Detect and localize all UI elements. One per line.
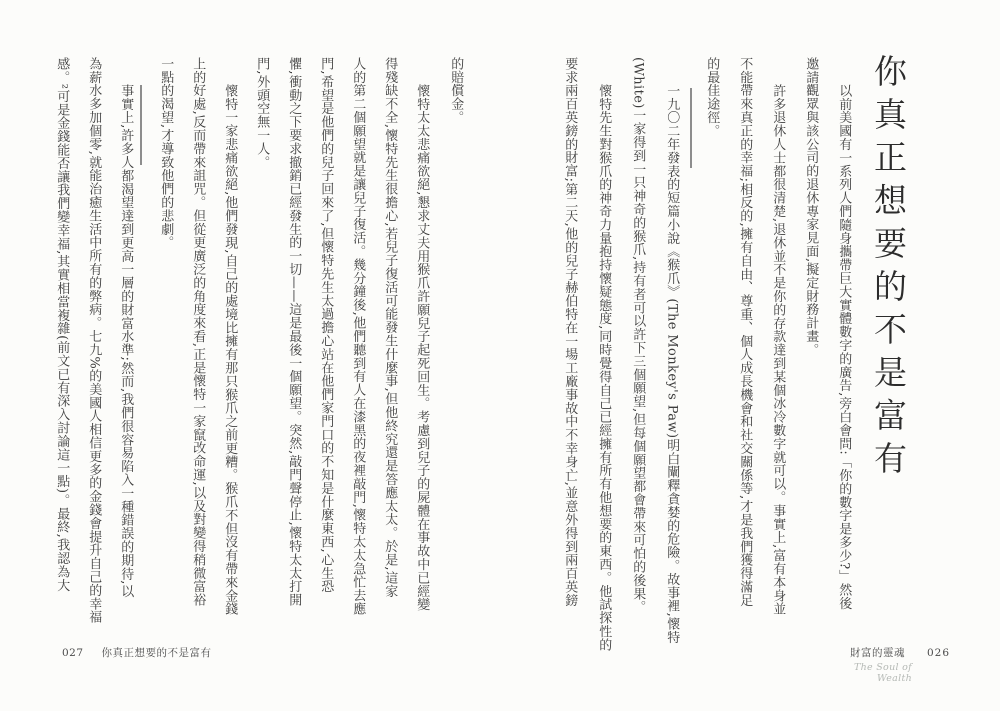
body-column: 人的第二個願望就是讓兒子復活。幾分鐘後,他們聽到有人在漆黑的夜裡敲門,懷特太太急忙去應 <box>350 57 366 616</box>
running-head-book <box>818 645 950 660</box>
body-column: 事實上,許多人都渴望達到更高一層的財富水準;然而,我們很容易陷入一種錯誤的期待,以 <box>118 84 134 599</box>
body-column: 要求兩百英鎊的財富;第二天,他的兒子赫伯特在一場工廠事故中不幸身亡,並意外得到兩百英鎊 <box>562 57 578 607</box>
body-column: 以前美國有一系列人們隨身攜帶巨大實體數字的廣告,旁白會問:「你的數字是多少?」然後 <box>836 84 852 610</box>
right-page-footer <box>818 645 950 684</box>
body-column: 上的好處,反而帶來詛咒。但從更廣泛的角度來看,正是懷特一家竄改命運,以及對變得稍微富裕 <box>190 57 206 607</box>
body-column: 得殘缺不全,懷特先生很擔心,若兒子復活可能發生什麼事,但他終究還是答應太太。於是,這家 <box>382 57 398 598</box>
page-number: 027 <box>62 647 84 659</box>
body-column: 為薪水多加個零,就能治癒生活中所有的弊病。七九%的美國人相信更多的金錢會提升自己的幸福 <box>86 57 102 624</box>
body-column: (White)一家得到一只神奇的猴爪,持有者可以許下三個願望,但每個願望都會帶來可怕的後果。 <box>630 57 646 614</box>
body-column: 懼,衝動之下要求撤銷已經發生的一切——這是最後一個願望。突然,敲門聲停止,懷特太太打開 <box>286 57 302 607</box>
body-column: 門,外頭空無一人。 <box>254 57 270 169</box>
body-column: 感。²可是金錢能否讓我們變幸福,其實相當複雜(前文已有深入討論這一點)。最終,我認為大 <box>54 57 70 592</box>
body-column: 的最佳途徑。 <box>704 57 720 138</box>
book-title: 財富的靈魂 <box>849 647 905 659</box>
left-page-footer <box>62 645 212 660</box>
body-column: 懷特先生對猴爪的神奇力量抱持懷疑態度,同時覺得自己已經擁有所有他想要的東西。他試探性的 <box>596 84 612 652</box>
body-column: 不能帶來真正的幸福;相反的,擁有自由、尊重、個人成長機會和社交關係等,才是我們獲得滿足 <box>737 57 753 607</box>
body-column: 門,希望是他們的兒子回來了,但懷特先生太過擔心站在他們家門口的不知是什麼東西,心生恐 <box>318 57 334 594</box>
body-column: 的賠償金。 <box>448 57 464 124</box>
book-title-english: The Soul of Wealth <box>853 662 912 684</box>
chapter-title: 你真正想要的不是富有 <box>869 54 908 484</box>
section-divider <box>690 88 692 168</box>
running-head-chapter: 你真正想要的不是富有 <box>101 647 212 659</box>
section-divider <box>140 85 142 165</box>
body-column: 一九〇二年發表的短篇小說《猴爪》(The Monkey's Paw)明白闡釋貪婪的危險。故事裡,懷特 <box>664 84 680 644</box>
page-number: 026 <box>926 647 950 659</box>
body-column: 懷特一家悲痛欲絕,他們發現,自己的處境比擁有那只猴爪之前更糟。猴爪不但沒有帶來金錢 <box>222 84 238 616</box>
body-column: 邀請觀眾與該公司的退休專家見面,擬定財務計畫。 <box>803 57 819 357</box>
body-column: 懷特太太悲痛欲絕,懇求丈夫用猴爪許願兒子起死回生。考慮到兒子的屍體在事故中已經變 <box>414 84 430 612</box>
body-column: 一點的渴望,才導致他們的悲劇。 <box>158 57 174 250</box>
body-column: 許多退休人士都很清楚,退休並不是你的存款達到某個冰冷數字就可以。事實上,富有本身並 <box>770 84 786 616</box>
